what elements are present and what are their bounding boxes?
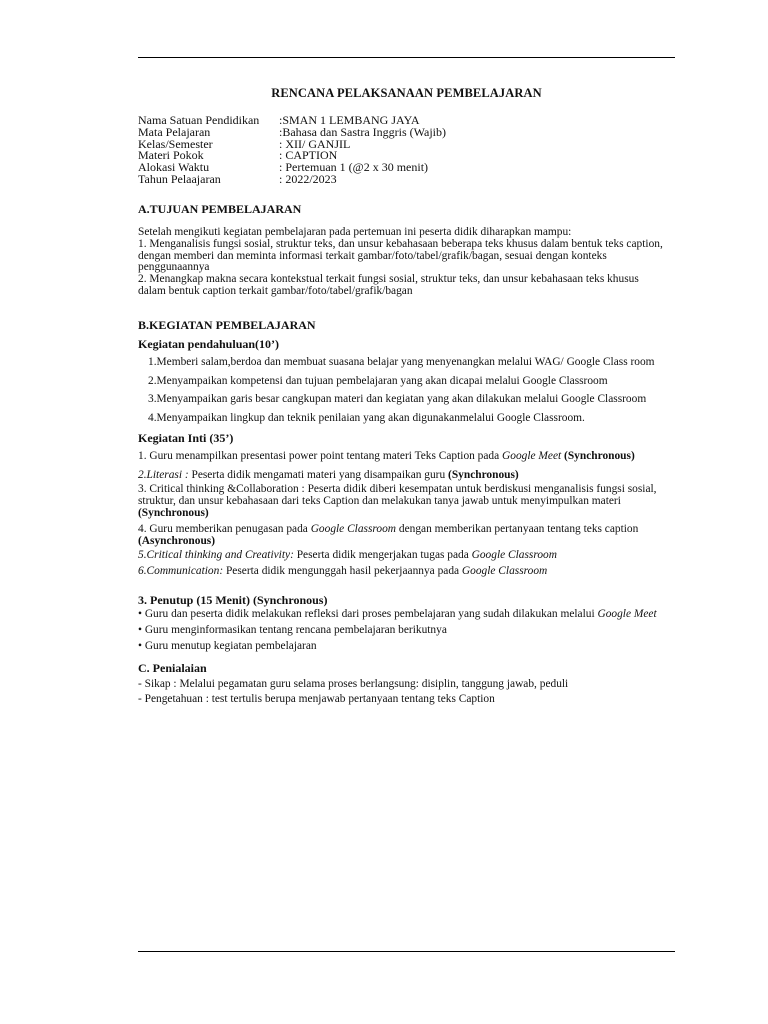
document-title: RENCANA PELAKSANAAN PEMBELAJARAN bbox=[271, 86, 542, 100]
goal-line: 1. Menganalisis fungsi sosial, struktur teks, dan unsur kebahasaan beberapa teks khusus dalam bentuk teks caption, bbox=[138, 237, 663, 250]
inti-emphasis: 5.Critical thinking and Creativity: bbox=[138, 549, 294, 561]
inti-item-2 bbox=[138, 470, 678, 482]
bottom-divider bbox=[138, 951, 675, 952]
inti-text: Peserta didik mengamati materi yang disampaikan guru bbox=[188, 469, 449, 481]
inti-text: Peserta didik mengunggah hasil pekerjaannya pada bbox=[223, 565, 462, 577]
pendahuluan-item: 3.Menyampaikan garis besar cangkupan materi dan kegiatan yang akan dilakukan melalui Google Classroom bbox=[148, 393, 647, 405]
pendahuluan-heading: Kegiatan pendahuluan(10’) bbox=[138, 337, 280, 351]
identity-label: Tahun Pelaajaran bbox=[138, 171, 221, 186]
pendahuluan-item: 4.Menyampaikan lingkup dan teknik penilaian yang akan digunakanmelalui Google Classroom. bbox=[148, 412, 585, 424]
inti-emphasis: Google Classroom bbox=[310, 523, 397, 535]
inti-emphasis: 2.Literasi : bbox=[138, 469, 189, 481]
identity-row bbox=[138, 171, 446, 186]
inti-emphasis: Google Meet bbox=[502, 450, 562, 462]
identity-label: Nama Satuan Pendidikan bbox=[138, 113, 260, 127]
inti-text: 4. Guru memberikan penugasan pada bbox=[138, 523, 311, 535]
inti-item-5 bbox=[138, 550, 678, 562]
pendahuluan-item: 1.Memberi salam,berdoa dan membuat suasana belajar yang menyenangkan melalui WAG/ Google Class room bbox=[148, 356, 655, 368]
intro-line: Setelah mengikuti kegiatan pembelajaran pada pertemuan ini peserta didik diharapkan mampu: bbox=[138, 226, 572, 238]
penutup-item bbox=[138, 609, 678, 621]
goal-line: dengan memberi dan meminta informasi terkait gambar/foto/tabel/grafik/bagan, sesuai dengan konteks bbox=[138, 249, 607, 262]
inti-item-3 bbox=[138, 484, 678, 519]
identity-value: : 2022/2023 bbox=[279, 171, 337, 186]
penilaian-item: - Sikap : Melalui pegamatan guru selama proses berlangsung: disiplin, tanggung jawab, peduli bbox=[138, 678, 569, 690]
identity-value: : CAPTION bbox=[279, 148, 338, 163]
identity-block bbox=[138, 115, 446, 186]
inti-text: 3. Critical thinking &Collaboration : Peserta didik diberi kesempatan untuk berdiskusi menganalisis fungsi sosial, bbox=[138, 483, 657, 495]
section-a-heading: A.TUJUAN PEMBELAJARAN bbox=[138, 202, 302, 216]
identity-label: Materi Pokok bbox=[138, 148, 204, 163]
inti-bold: (Asynchronous) bbox=[138, 534, 216, 547]
inti-item-4 bbox=[138, 524, 678, 548]
inti-emphasis: 6.Communication: bbox=[138, 565, 224, 577]
penutup-heading: 3. Penutup (15 Menit) (Synchronous) bbox=[138, 593, 328, 607]
inti-text: 1. Guru menampilkan presentasi power point tentang materi Teks Caption pada bbox=[138, 450, 503, 462]
inti-text: Peserta didik mengerjakan tugas pada bbox=[293, 549, 472, 561]
section-b-heading: B.KEGIATAN PEMBELAJARAN bbox=[138, 318, 316, 332]
penutup-item: • Guru menutup kegiatan pembelajaran bbox=[138, 640, 317, 652]
penutup-item: • Guru menginformasikan tentang rencana pembelajaran berikutnya bbox=[138, 624, 447, 636]
penilaian-item: - Pengetahuan : test tertulis berupa menjawab pertanyaan tentang teks Caption bbox=[138, 693, 495, 705]
top-divider bbox=[138, 57, 675, 58]
inti-item-1 bbox=[138, 451, 678, 463]
inti-emphasis: Google Classroom bbox=[461, 565, 548, 577]
pendahuluan-item: 2.Menyampaikan kompetensi dan tujuan pembelajaran yang akan dicapai melalui Google Classroom bbox=[148, 375, 608, 387]
identity-value: : XII/ GANJIL bbox=[279, 136, 351, 151]
identity-label: Mata Pelajaran bbox=[138, 124, 211, 139]
inti-emphasis: Google Classroom bbox=[471, 549, 557, 561]
section-a-text bbox=[138, 227, 678, 298]
inti-line bbox=[138, 524, 678, 536]
inti-text: struktur, dan unsur kebahasaan dari teks Caption dan melakukan tanya jawab untuk menyimpulkan materi bbox=[138, 494, 621, 507]
identity-value: :Bahasa dan Sastra Inggris (Wajib) bbox=[279, 124, 446, 139]
inti-heading: Kegiatan Inti (35’) bbox=[138, 431, 234, 445]
inti-text: dengan memberikan pertanyaan tentang teks caption bbox=[396, 523, 639, 535]
section-c-heading: C. Penialaian bbox=[138, 661, 207, 675]
identity-label: Alokasi Waktu bbox=[138, 160, 210, 175]
inti-bold: (Synchronous) bbox=[561, 450, 635, 462]
penutup-emphasis: Google Meet bbox=[597, 608, 657, 620]
goal-line: penggunaannya bbox=[138, 261, 210, 274]
identity-label: Kelas/Semester bbox=[138, 136, 213, 151]
goal-line: 2. Menangkap makna secara kontekstual terkait fungsi sosial, struktur teks, dan unsur kebahasaan teks khusus bbox=[138, 273, 639, 286]
identity-value: : Pertemuan 1 (@2 x 30 menit) bbox=[279, 160, 429, 175]
inti-bold: (Synchronous) bbox=[448, 469, 519, 481]
penutup-text: • Guru dan peserta didik melakukan refleksi dari proses pembelajaran yang sudah dilakukan melalui bbox=[138, 608, 598, 620]
goal-line: dalam bentuk caption terkait gambar/foto/tabel/grafik/bagan bbox=[138, 284, 413, 297]
inti-item-6 bbox=[138, 566, 678, 578]
inti-bold: (Synchronous) bbox=[138, 506, 209, 519]
identity-value: :SMAN 1 LEMBANG JAYA bbox=[279, 113, 420, 127]
